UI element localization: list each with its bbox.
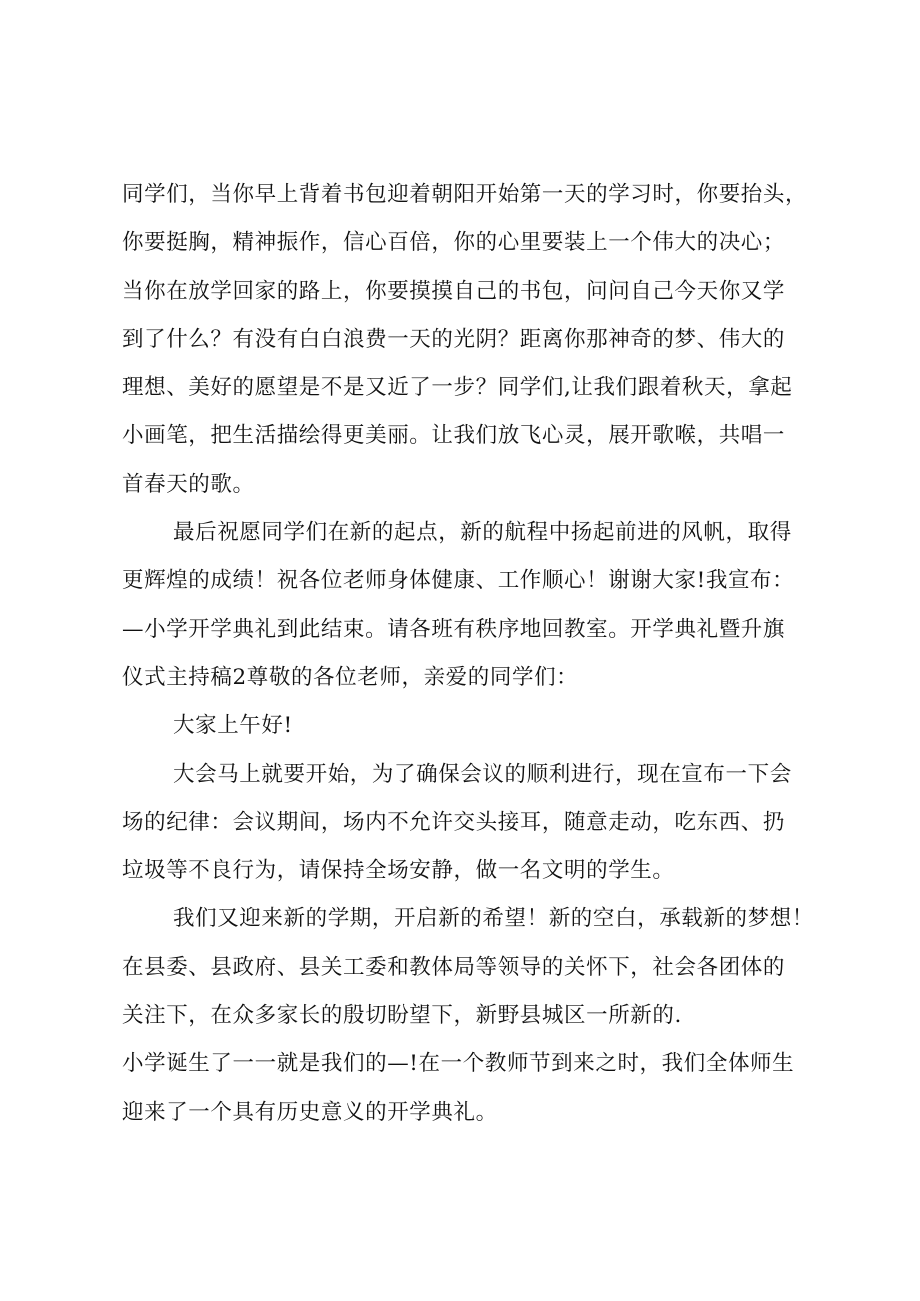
- text-line: 首春天的歌。: [122, 471, 255, 497]
- text-line: 理想、美好的愿望是不是又近了一步？同学们,让我们跟着秋天，拿起: [122, 375, 793, 401]
- text-line: 当你在放学回家的路上，你要摸摸自己的书包，问问自己今天你又学: [122, 278, 786, 304]
- text-line: 小画笔，把生活描绘得更美丽。让我们放飞心灵，展开歌喉，共唱一: [122, 423, 786, 449]
- text-line: 场的纪律：会议期间，场内不允许交头接耳，随意走动，吃东西、扔: [122, 809, 786, 835]
- text-line: —小学开学典礼到此结束。请各班有秩序地回教室。开学典礼暨升旗: [122, 616, 786, 642]
- text-line: 关注下，在众多家长的殷切盼望下，新野县城区一所新的.: [122, 1003, 682, 1029]
- document-body: [122, 171, 842, 1137]
- paragraph-start-line: 我们又迎来新的学期，开启新的希望！新的空白，承载新的梦想！: [173, 906, 814, 932]
- greeting-line: 大家上午好!: [173, 713, 293, 739]
- text-line: 迎来了一个具有历史意义的开学典礼。: [122, 1099, 498, 1125]
- paragraph-start-line: 大会马上就要开始，为了确保会议的顺利进行，现在宣布一下会: [173, 761, 792, 787]
- paragraph-start-line: 最后祝愿同学们在新的起点，新的航程中扬起前进的风帆，取得: [173, 520, 792, 546]
- text-line: 到了什么？有没有白白浪费一天的光阴？距离你那神奇的梦、伟大的: [122, 326, 786, 352]
- text-line: 小学诞生了一一就是我们的—!在一个教师节到来之时，我们全体师生: [122, 1051, 795, 1077]
- text-line: 仪式主持稿2尊敬的各位老师，亲爱的同学们：: [122, 664, 579, 690]
- text-line: 垃圾等不良行为，请保持全场安静，做一名文明的学生。: [122, 858, 675, 884]
- text-line: 更辉煌的成绩！祝各位老师身体健康、工作顺心！谢谢大家!我宣布：: [122, 568, 795, 594]
- text-line: 你要挺胸，精神振作，信心百倍，你的心里要装上一个伟大的决心；: [122, 230, 786, 256]
- text-line: 在县委、县政府、县关工委和教体局等领导的关怀下，社会各团体的: [122, 954, 786, 980]
- text-line: 同学们，当你早上背着书包迎着朝阳开始第一天的学习时，你要抬头，: [122, 182, 808, 207]
